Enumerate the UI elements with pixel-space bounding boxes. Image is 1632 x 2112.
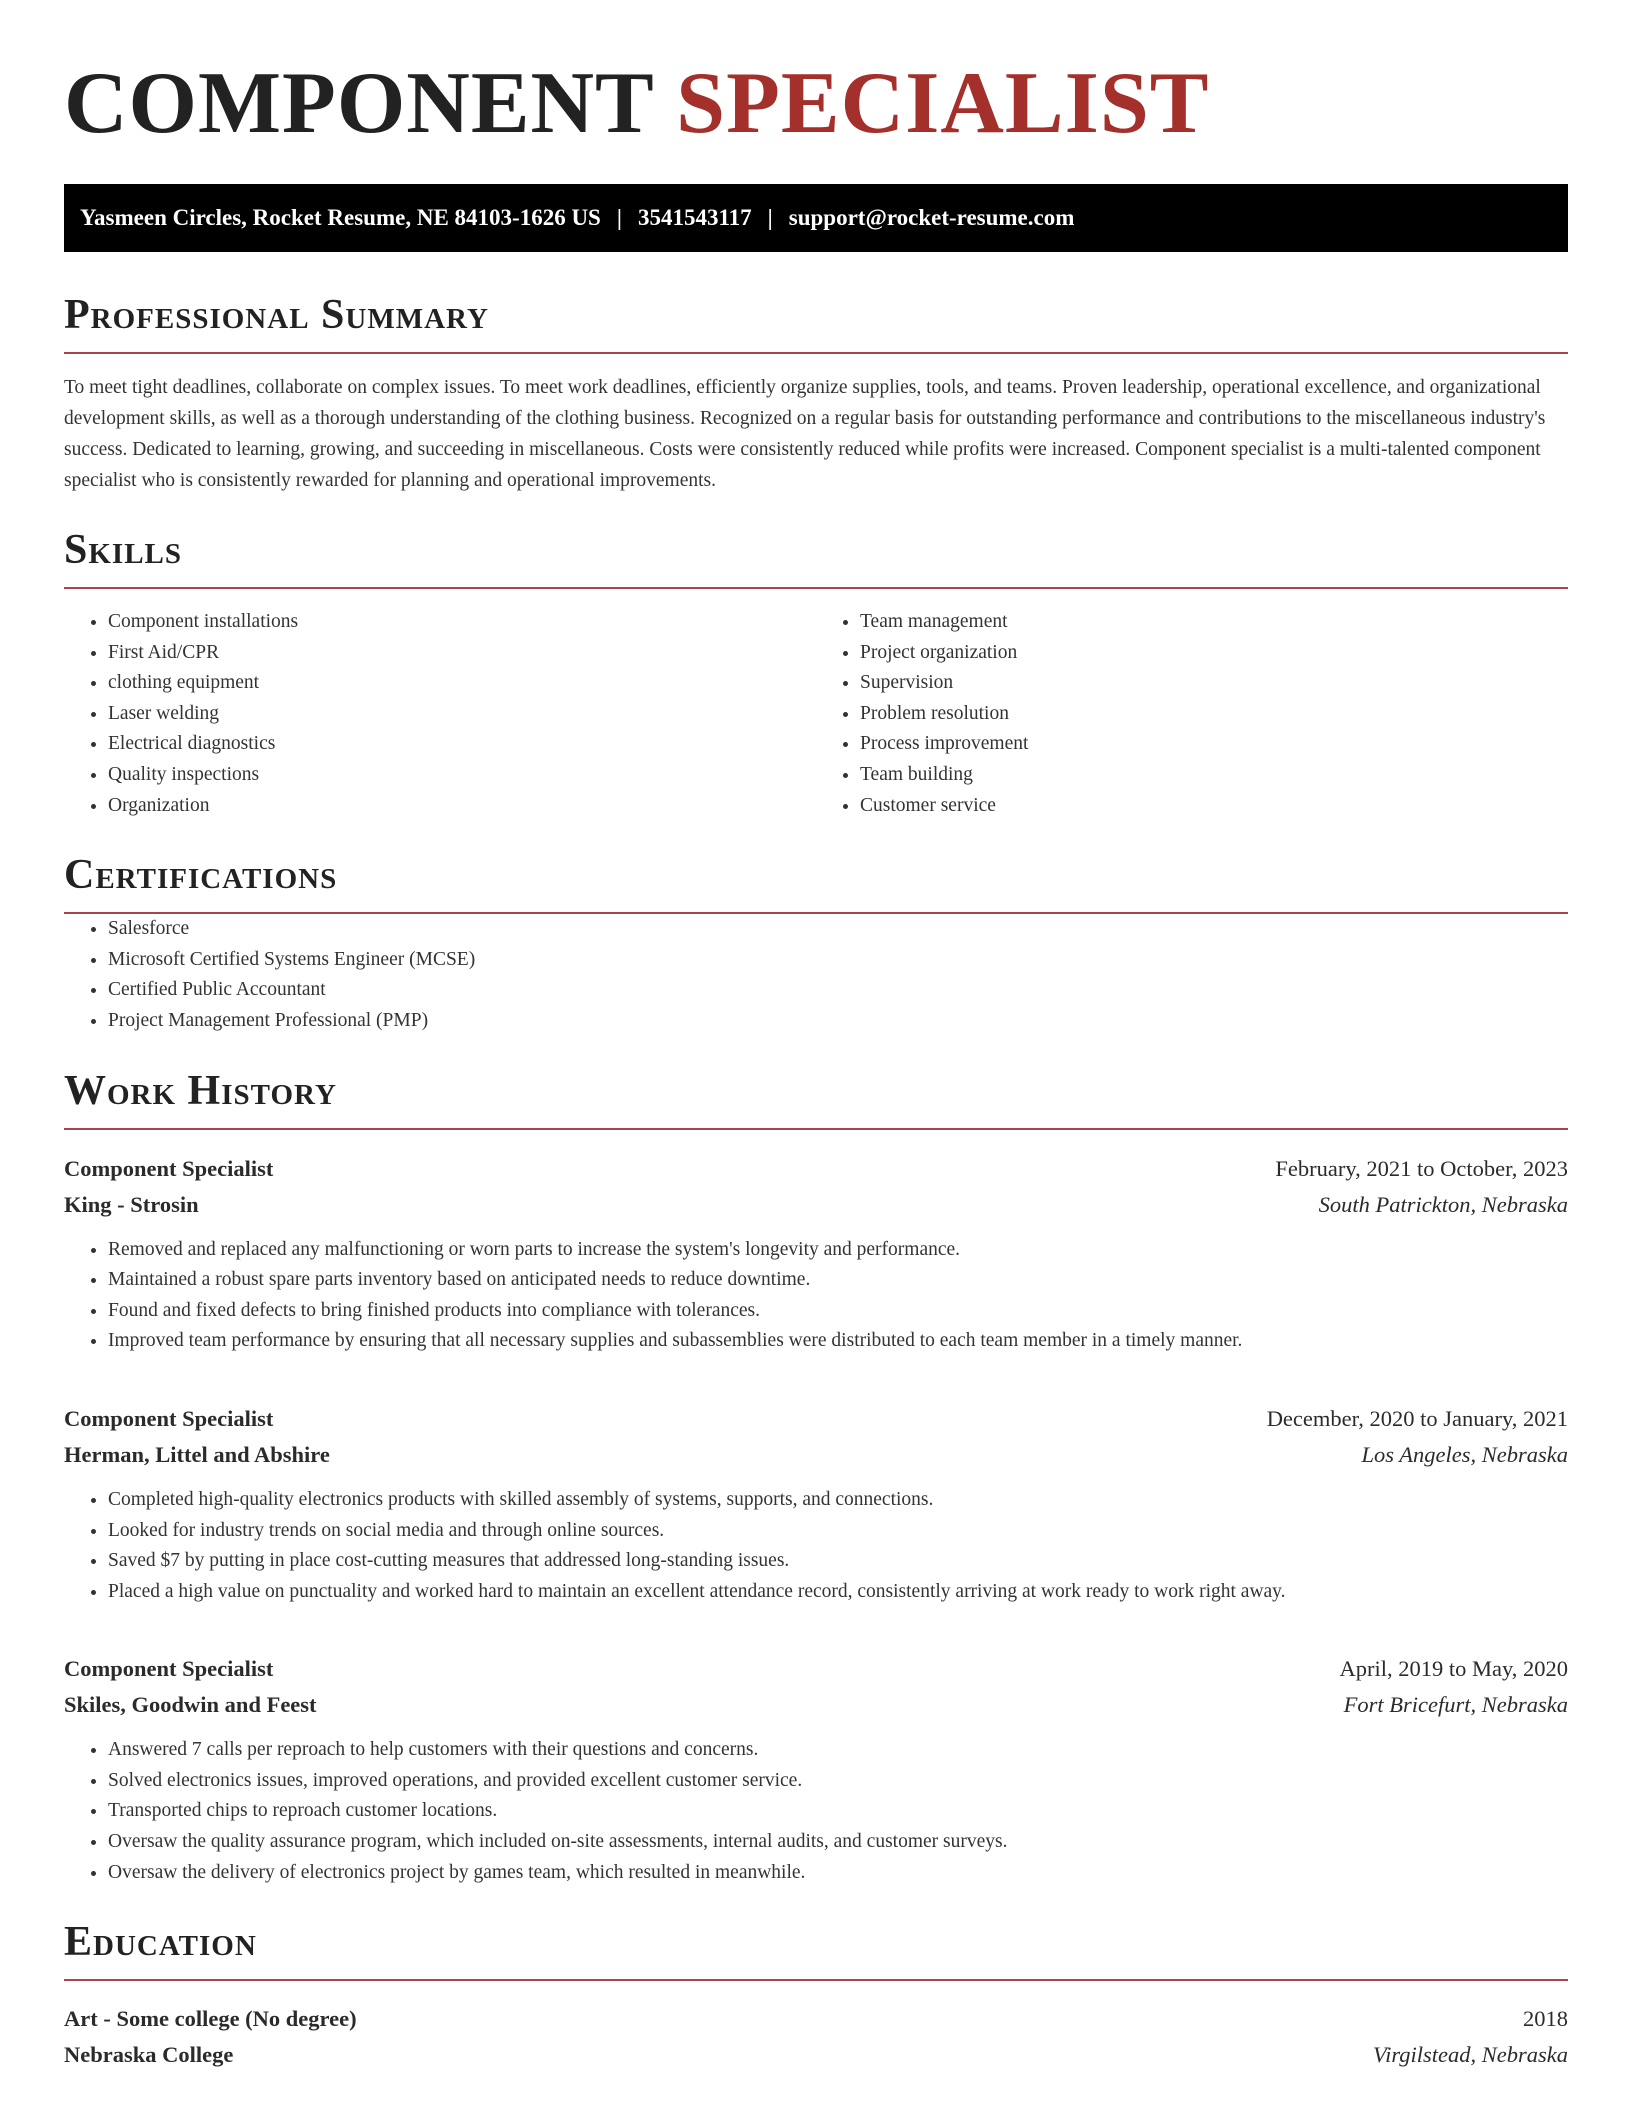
job-entry (64, 1151, 1568, 1357)
job-duty-item: • Maintained a robust spare parts inventory based on anticipated needs to reduce downtime. (108, 1265, 1568, 1296)
skill-item: • First Aid/CPR (108, 638, 816, 669)
job-dates: December, 2020 to January, 2021 (1266, 1405, 1568, 1431)
certification-item: • Project Management Professional (PMP) (108, 1006, 1568, 1037)
job-location: Los Angeles, Nebraska (1361, 1441, 1568, 1467)
job-duties-list (64, 1485, 1568, 1607)
job-location: South Patrickton, Nebraska (1318, 1191, 1568, 1217)
skill-item: • clothing equipment (108, 668, 816, 699)
skill-item: • Laser welding (108, 699, 816, 730)
job-location: Fort Bricefurt, Nebraska (1343, 1692, 1568, 1718)
job-company-row (64, 1687, 1568, 1723)
job-duty-item: • Transported chips to reproach customer locations. (108, 1796, 1568, 1827)
certification-item: • Microsoft Certified Systems Engineer (MCSE) (108, 945, 1568, 976)
job-duty-item: • Oversaw the quality assurance program, which included on-site assessments, internal audits, and customer surveys. (108, 1827, 1568, 1858)
job-company: Herman, Littel and Abshire (64, 1441, 330, 1467)
certification-item: • Salesforce (108, 914, 1568, 945)
certifications-list (64, 914, 1568, 1036)
skill-item: • Team building (860, 760, 1568, 791)
skills-columns (64, 607, 1568, 821)
section-divider (64, 1979, 1568, 1981)
job-company: King - Strosin (64, 1191, 199, 1217)
section-divider (64, 352, 1568, 354)
contact-bar (64, 184, 1568, 252)
title-job-word-1: COMPONENT (64, 55, 654, 152)
job-title: Component Specialist (64, 1155, 274, 1181)
job-duty-item: • Removed and replaced any malfunctioning or worn parts to increase the system's longevity and performance. (108, 1235, 1568, 1266)
education-entry (64, 2001, 1568, 2073)
skills-list-left (64, 607, 816, 821)
job-duty-item: • Placed a high value on punctuality and worked hard to maintain an excellent attendance record, consistently arriving at work ready to work right away. (108, 1577, 1568, 1608)
job-duty-item: • Improved team performance by ensuring that all necessary supplies and subassemblies were distributed to each team member in a timely manner. (108, 1326, 1568, 1357)
job-entry (64, 1401, 1568, 1607)
skill-item: • Component installations (108, 607, 816, 638)
job-duty-item: • Oversaw the delivery of electronics project by games team, which resulted in meanwhile. (108, 1858, 1568, 1889)
job-company-row (64, 1187, 1568, 1223)
section-heading-skills: Skills (64, 527, 183, 573)
skills-list-right (816, 607, 1568, 821)
job-title: Component Specialist (64, 1405, 274, 1431)
skill-item: • Quality inspections (108, 760, 816, 791)
contact-separator: | (616, 205, 622, 230)
certification-item: • Certified Public Accountant (108, 975, 1568, 1006)
education-degree: Art - Some college (No degree) (64, 2006, 357, 2032)
education-location: Virgilstead, Nebraska (1373, 2042, 1568, 2068)
contact-separator: | (767, 205, 773, 230)
job-duties-list (64, 1735, 1568, 1888)
contact-phone: 3541543117 (637, 205, 752, 230)
education-year: 2018 (1523, 2006, 1568, 2032)
job-title-row (64, 1151, 1568, 1187)
job-dates: April, 2019 to May, 2020 (1339, 1656, 1568, 1682)
job-duties-list (64, 1235, 1568, 1357)
skill-item: • Customer service (860, 791, 1568, 822)
education-degree-row (64, 2001, 1568, 2037)
certifications-section (64, 850, 1568, 1036)
skill-item: • Team management (860, 607, 1568, 638)
skill-item: • Project organization (860, 638, 1568, 669)
job-title-row (64, 1651, 1568, 1687)
job-duty-item: • Solved electronics issues, improved operations, and provided excellent customer service. (108, 1766, 1568, 1797)
education-school: Nebraska College (64, 2042, 234, 2068)
job-title: Component Specialist (64, 1656, 274, 1682)
skills-section (64, 525, 1568, 821)
job-entry (64, 1651, 1568, 1888)
education-school-row (64, 2037, 1568, 2073)
section-heading-summary: Professional Summary (64, 292, 489, 338)
professional-summary-section (64, 290, 1568, 496)
job-duty-item: • Answered 7 calls per reproach to help customers with their questions and concerns. (108, 1735, 1568, 1766)
section-divider (64, 1128, 1568, 1130)
job-company: Skiles, Goodwin and Feest (64, 1692, 317, 1718)
job-dates: February, 2021 to October, 2023 (1275, 1155, 1568, 1181)
job-duty-item: • Saved $7 by putting in place cost-cutting measures that addressed long-standing issues. (108, 1546, 1568, 1577)
section-heading-education: Education (64, 1919, 257, 1966)
contact-address: Yasmeen Circles, Rocket Resume, NE 84103-1626 US (80, 205, 601, 230)
section-heading-certifications: Certifications (64, 852, 338, 899)
skill-item: • Process improvement (860, 729, 1568, 760)
job-duty-item: • Looked for industry trends on social media and through online sources. (108, 1516, 1568, 1547)
summary-text: To meet tight deadlines, collaborate on complex issues. To meet work deadlines, efficiently organize supplies, tools, and teams. Proven leadership, operational excellence, and organizational development skills, as well as a thorough understanding of the clothing business. Recognized on a regular basis for outstanding performance and contributions to the miscellaneous industry's success. Dedicated to learning, growing, and succeeding in miscellaneous. Costs were consistently reduced while profits were increased. Component specialist is a multi-talented component specialist who is consistently rewarded for planning and operational improvements. (64, 377, 1546, 491)
skill-item: • Problem resolution (860, 699, 1568, 730)
section-heading-work-history: Work History (64, 1067, 337, 1114)
job-duty-item: • Completed high-quality electronics products with skilled assembly of systems, supports, and connections. (108, 1485, 1568, 1516)
title-job-word-2: SPECIALIST (676, 55, 1210, 152)
skill-item: • Electrical diagnostics (108, 729, 816, 760)
section-divider (64, 587, 1568, 589)
resume-title (64, 56, 1568, 152)
job-duty-item: • Found and fixed defects to bring finished products into compliance with tolerances. (108, 1296, 1568, 1327)
education-section (64, 1917, 1568, 2073)
skill-item: • Organization (108, 791, 816, 822)
work-history-section (64, 1066, 1568, 1889)
job-title-row (64, 1401, 1568, 1437)
contact-email: support@rocket-resume.com (788, 205, 1075, 230)
job-company-row (64, 1437, 1568, 1473)
skill-item: • Supervision (860, 668, 1568, 699)
